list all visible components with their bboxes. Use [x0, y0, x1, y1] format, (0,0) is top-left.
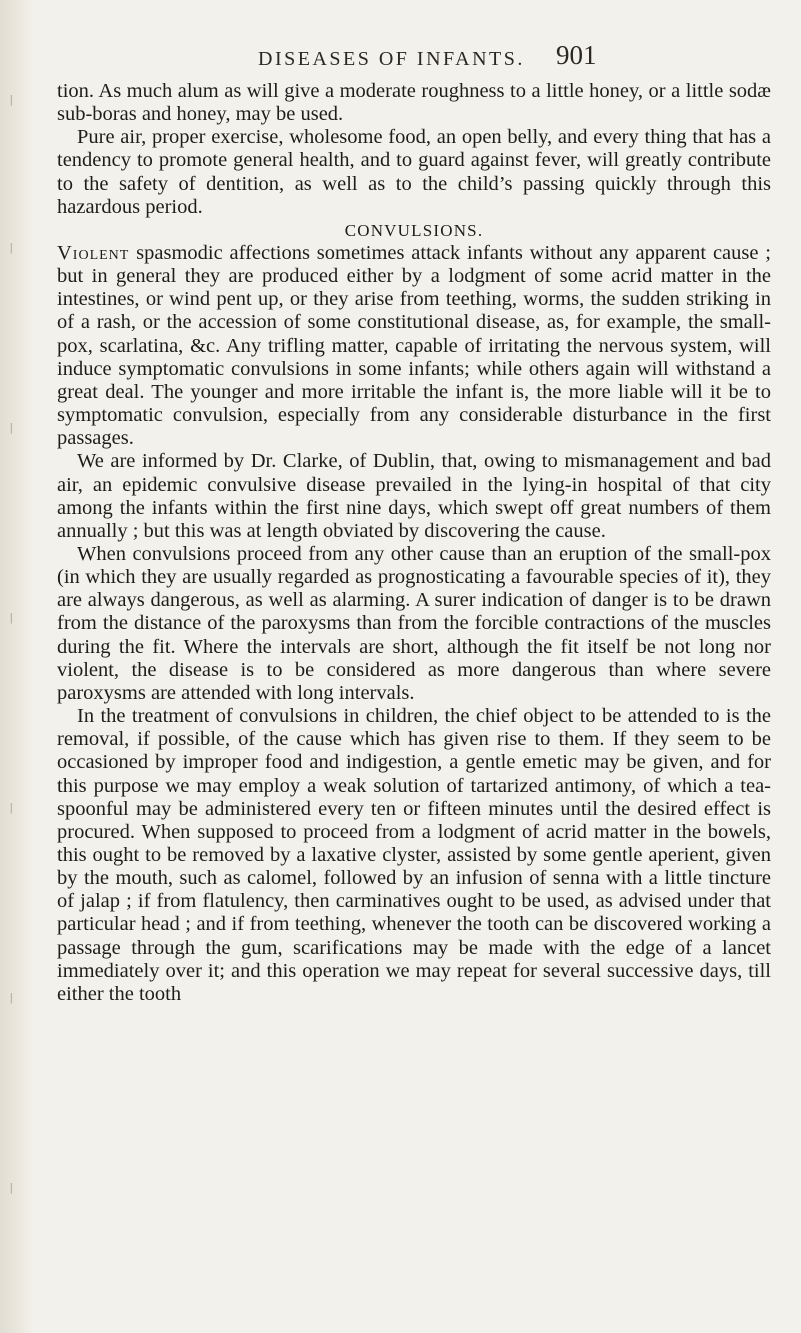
page-number: 901: [556, 40, 597, 70]
running-title: DISEASES OF INFANTS.: [258, 48, 525, 70]
section-heading: CONVULSIONS.: [344, 220, 484, 240]
gutter-mark: |: [10, 800, 13, 814]
gutter-mark: |: [10, 92, 13, 106]
paragraph-3: [57, 242, 771, 450]
binding-gutter: [0, 0, 34, 1333]
paragraph-5: When convulsions proceed from any other cause than an eruption of the small-pox (in which they are usually regarded as prognosticating a favourable species of it), they are always dangerous, as well as alarming. A surer indication of danger is to be drawn from the distance of the paroxysms than from the forcible contractions of the muscles during the fit. Where the intervals are short, although the fit itself be not long nor violent, the disease is to be considered as more dangerous than where severe paroxysms are attended with long intervals.: [57, 542, 771, 704]
paragraph-3-text: spasmodic affections sometimes attack infants without any apparent cause ; but in general they are produced either by a lodgment of some acrid matter in the intestines, or wind pent up, or they arise from teething, worms, the sudden striking in of a rash, or the accession of some constitutional disease, as, for example, the small-pox, scarlatina, &c. Any trifling matter, capable of irritating the nervous system, will induce symptomatic convulsions in some infants; while others again will withstand a great deal. The younger and more irritable the infant is, the more liable will it be to symptomatic convulsion, especially from any considerable disturbance in the first passages.: [57, 241, 771, 450]
page-body: [57, 80, 771, 1006]
gutter-mark: |: [10, 610, 13, 624]
paragraph-2: Pure air, proper exercise, wholesome food, an open belly, and every thing that has a tendency to promote general health, and to guard against fever, will greatly contribute to the safety of dentition, as well as to the child’s passing quickly through this hazardous period.: [57, 126, 771, 218]
paragraph-3-lead: Violent: [57, 241, 130, 264]
paragraph-6: In the treatment of convulsions in children, the chief object to be attended to is the removal, if possible, of the cause which has given rise to them. If they seem to be occasioned by improper food and indigestion, a gentle emetic may be given, and for this purpose we may employ a weak solution of tartarized antimony, of which a tea-spoonful may be administered every ten or fifteen minutes until the desired effect is procured. When supposed to proceed from a lodgment of acrid matter in the bowels, this ought to be removed by a laxative clyster, assisted by some gentle aperient, given by the mouth, such as calomel, followed by an infusion of senna with a little tincture of jalap ; if from flatulency, then carminatives ought to be used, as advised under that particular head ; and if from teething, whenever the tooth can be discovered working a passage through the gum, scarifications may be made with the edge of a lancet immediately over it; and this operation we may repeat for several successive days, till either the tooth: [57, 705, 771, 1005]
page-header: [0, 22, 801, 70]
gutter-mark: |: [10, 1180, 13, 1194]
gutter-mark: |: [10, 240, 13, 254]
gutter-mark: |: [10, 420, 13, 434]
paragraph-4: We are informed by Dr. Clarke, of Dublin, that, owing to mismanagement and bad air, an epidemic convulsive disease prevailed in the lying-in hospital of that city among the infants within the first nine days, which swept off great numbers of them annually ; but this was at length obviated by discovering the cause.: [57, 450, 771, 542]
gutter-mark: |: [10, 990, 13, 1004]
paragraph-1: tion. As much alum as will give a moderate roughness to a little honey, or a little sodæ sub-boras and honey, may be used.: [57, 80, 771, 126]
